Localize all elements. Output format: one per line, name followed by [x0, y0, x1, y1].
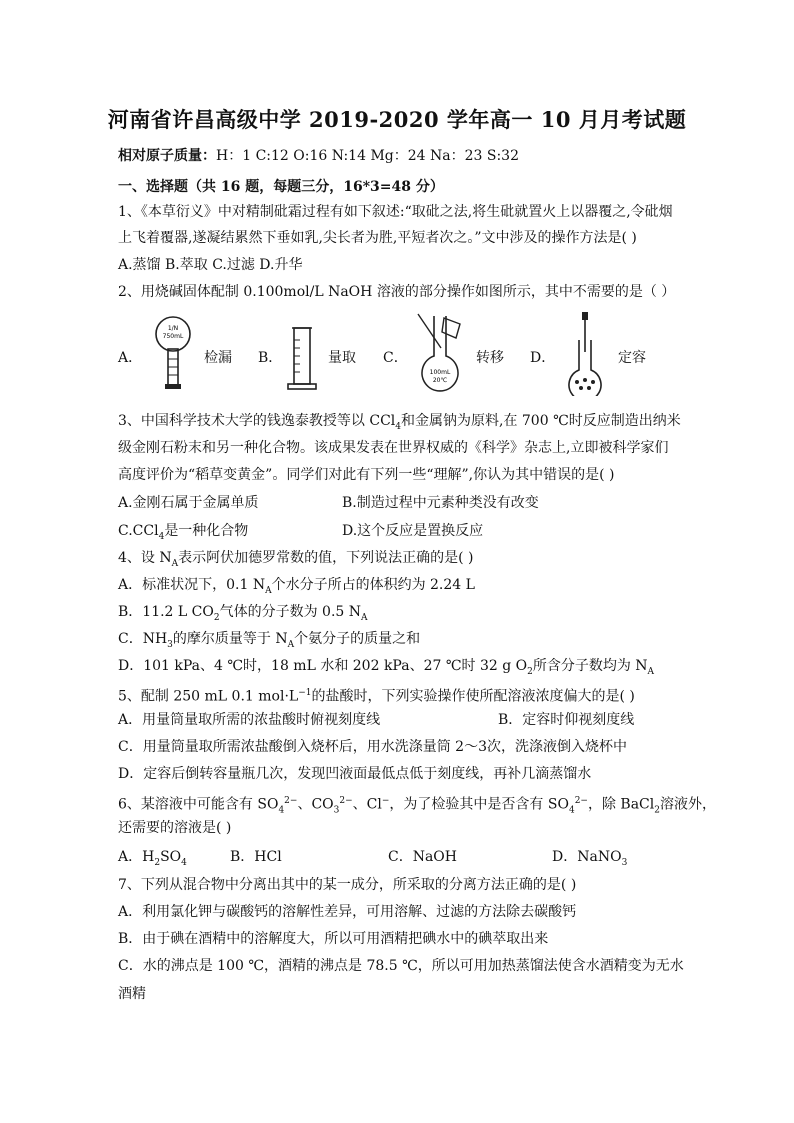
q6-a-sub2: 2 — [154, 857, 161, 868]
q4-b-sub2: 2 — [213, 612, 220, 623]
q3-line3: 高度评价为“稻草变黄金”。同学们对此有下列一些“理解”,你认为其中错误的是( ) — [118, 467, 615, 483]
q6-d-sub3: 3 — [621, 857, 628, 868]
q5-option-b: B．定容时仰视刻度线 — [498, 712, 635, 728]
q5-option-c: C．用量筒量取所需浓盐酸倒入烧杯后，用水洗涤量筒 2～3次，洗涤液倒入烧杯中 — [118, 739, 627, 755]
q3-option-c-sub: 4 — [158, 531, 165, 542]
q4-d-part2: 所含分子数均为 N — [532, 658, 648, 674]
q3-line1 — [118, 412, 681, 436]
q6-d-part1: D．NaNO — [552, 849, 622, 865]
q3-sub: 4 — [395, 421, 401, 432]
q6-a-part2: SO — [160, 849, 182, 865]
q4-b-subA: A — [361, 612, 368, 623]
flask-c-mark2: 20℃ — [432, 377, 448, 384]
q4-d-subA: A — [647, 666, 655, 677]
q2-fig-b-label: 量取 — [328, 350, 356, 366]
q4-c-part2: 的摩尔质量等于 N — [172, 631, 288, 647]
q1-options: A.蒸馏 B.萃取 C.过滤 D.升华 — [118, 257, 303, 273]
q6-stem — [118, 792, 716, 819]
q4-option-c — [118, 630, 420, 654]
q6-sup-d: 2− — [574, 796, 588, 806]
q5-option-d: D．定容后倒转容量瓶几次，发现凹液面最低点低于刻度线，再补几滴蒸馏水 — [118, 766, 592, 782]
q6-sup-c: − — [381, 796, 390, 806]
q3-line1-part1: 3、中国科学技术大学的钱逸泰教授等以 CCl — [118, 413, 396, 429]
q6-option-c: C．NaOH — [388, 849, 457, 865]
q4-stem-sub: A — [171, 558, 179, 569]
q6-option-b: B．HCl — [230, 849, 282, 865]
q6-option-d — [552, 848, 627, 872]
q4-d-sub2: 2 — [527, 666, 533, 677]
q4-a-part2: 个水分子所占的体积约为 2.24 L — [271, 577, 475, 593]
q6-sub4b: 4 — [568, 805, 575, 816]
q7-option-a: A．利用氯化钾与碳酸钙的溶解性差异，可用溶解、过滤的方法除去碳酸钙 — [118, 904, 577, 920]
q4-stem-part1: 4、设 N — [118, 550, 172, 566]
section-heading: 一、选择题（共 16 题，每题三分，16*3=48 分） — [118, 179, 444, 195]
q2-fig-c-letter: C． — [383, 350, 408, 366]
q3-line2: 级金刚石粉末和另一种化合物。该成果发表在世界权威的《科学》杂志上,立即被科学家们 — [118, 440, 669, 456]
q4-c-subA: A — [287, 639, 295, 650]
q2-fig-d-label: 定容 — [618, 350, 646, 366]
q2-fig-a-letter: A． — [118, 350, 143, 366]
q6-sub4a: 4 — [278, 805, 285, 816]
q4-d-part1: D．101 kPa、4 ℃时，18 mL 水和 202 kPa、27 ℃时 32 g O — [118, 658, 528, 674]
q2-fig-c-label: 转移 — [476, 350, 504, 366]
q6-sup-b: 2− — [339, 796, 353, 806]
q1-line1: 1、《本草衍义》中对精制砒霜过程有如下叙述:“取砒之法,将生砒就置火上以器覆之,令砒烟 — [118, 204, 673, 220]
atomic-mass-line — [118, 147, 519, 165]
q2-figure-row — [118, 312, 678, 396]
q3-option-a: A.金刚石属于金属单质 — [118, 495, 259, 511]
q6-s6: 溶液外， — [659, 796, 716, 813]
q4-option-a — [118, 576, 475, 600]
q4-b-part2: 气体的分子数为 0.5 N — [219, 604, 362, 620]
q6-sub2: 2 — [654, 805, 660, 816]
flask-a-mark2: 750mL — [162, 333, 184, 340]
q3-option-c — [118, 522, 248, 546]
q4-option-b — [118, 603, 368, 627]
q2-fig-a-label: 检漏 — [204, 350, 232, 366]
q3-option-b: B.制造过程中元素种类没有改变 — [342, 495, 539, 511]
q4-c-part1: C．NH — [118, 631, 168, 647]
dropper-fixed-volume-icon — [558, 312, 612, 396]
q4-stem-part2: 表示阿伏加德罗常数的值，下列说法正确的是( ) — [178, 550, 474, 566]
q6-sup-a: 2− — [284, 796, 298, 806]
q3-option-c-part2: 是一种化合物 — [164, 523, 249, 539]
q2-fig-b-letter: B． — [258, 350, 283, 366]
atomic-mass-label: 相对原子质量： — [118, 148, 216, 164]
q4-option-d — [118, 657, 654, 681]
q2-fig-d-letter: D． — [530, 350, 556, 366]
q6-sub3: 3 — [333, 805, 340, 816]
q4-c-sub3: 3 — [167, 639, 173, 650]
q6-s2: 、CO — [297, 796, 334, 813]
q5-stem-part1: 5、配制 250 mL 0.1 mol·L — [118, 688, 299, 705]
q4-a-sub: A — [265, 585, 272, 596]
q6-s5: ，除 BaCl — [587, 796, 655, 813]
flask-a-mark1: 1/N — [167, 325, 179, 332]
volumetric-flask-leak-test-icon — [148, 314, 198, 394]
q4-stem — [118, 549, 473, 573]
q1-line2: 上飞着覆器,遂凝结累然下垂如乳,尖长者为胜,平短者次之。”文中涉及的操作方法是( ) — [118, 230, 637, 246]
q5-option-a: A．用量筒量取所需的浓盐酸时俯视刻度线 — [118, 712, 381, 728]
q4-c-part3: 个氨分子的质量之和 — [294, 631, 421, 647]
q6-option-a — [118, 848, 187, 872]
q6-s3: 、Cl — [352, 796, 382, 813]
exam-title: 河南省许昌高级中学 2019-2020 学年高一 10 月月考试题 — [107, 107, 687, 132]
q7-option-c-line2: 酒精 — [118, 986, 146, 1002]
q5-stem-sup: −1 — [298, 688, 312, 698]
q6-line2: 还需要的溶液是( ) — [118, 820, 232, 836]
q6-s4: ，为了检验其中是否含有 SO — [389, 796, 569, 813]
q2-stem: 2、用烧碱固体配制 0.100mol/L NaOH 溶液的部分操作如图所示，其中不需要的是（ ） — [118, 284, 676, 300]
q7-option-b: B．由于碘在酒精中的溶解度大，所以可用酒精把碘水中的碘萃取出来 — [118, 931, 549, 947]
q5-stem — [118, 684, 635, 706]
liquid-transfer-flask-icon — [408, 312, 470, 394]
q3-option-d: D.这个反应是置换反应 — [342, 523, 484, 539]
q6-a-part1: A．H — [118, 849, 155, 865]
graduated-cylinder-icon — [286, 324, 320, 392]
q7-stem: 7、下列从混合物中分离出其中的某一成分，所采取的分离方法正确的是( ) — [118, 877, 577, 893]
q3-option-c-part1: C.CCl — [118, 523, 159, 539]
q6-s1: 6、某溶液中可能含有 SO — [118, 796, 279, 813]
q4-a-part1: A．标准状况下，0.1 N — [118, 577, 266, 593]
atomic-mass-values: H：1 C:12 O:16 N:14 Mg：24 Na：23 S:32 — [216, 148, 519, 164]
q6-a-sub4: 4 — [181, 857, 187, 868]
q3-line1-part2: 和金属钠为原料,在 700 ℃时反应制造出纳米 — [401, 413, 681, 429]
q5-stem-part2: 的盐酸时，下列实验操作使所配溶液浓度偏大的是( ) — [311, 688, 635, 705]
flask-c-mark1: 100mL — [429, 369, 451, 376]
q7-option-c-line1: C．水的沸点是 100 ℃，酒精的沸点是 78.5 ℃，所以可用加热蒸馏法使含水酒精变为无水 — [118, 958, 684, 974]
q4-b-part1: B．11.2 L CO — [118, 604, 214, 620]
